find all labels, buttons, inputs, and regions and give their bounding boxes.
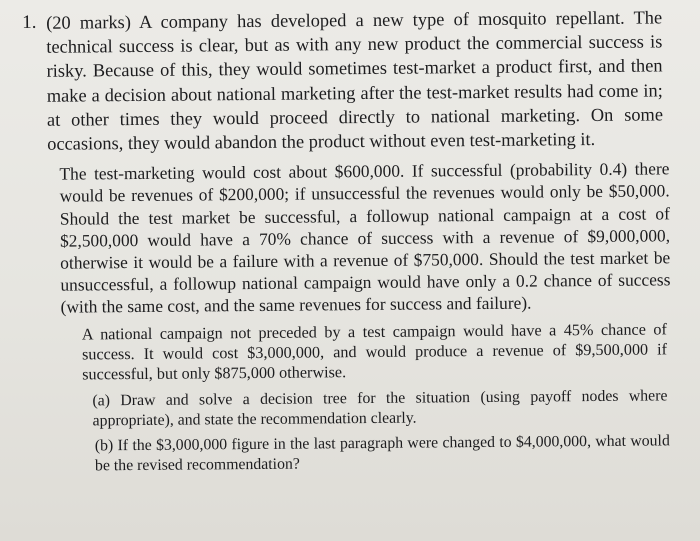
problem-1 (22, 0, 671, 477)
part-a-text: (a) Draw and solve a decision tree for the situation (using payoff nodes where appropriate), and state the recommendation clearly. (92, 387, 668, 430)
national-campaign-paragraph: A national campaign not preceded by a test campaign would have a 45% chance of success. It would cost $3,000,000, and would produce a revenue of $9,500,000 if successful, but only $875,000 otherwise. (81, 320, 668, 384)
part-b-text: (b) If the $3,000,000 figure in the last paragraph were changed to $4,000,000, what would be the revised recommendation? (94, 432, 670, 475)
test-marketing-paragraph: The test-marketing would cost about $600,000. If successful (probability 0.4) there would be revenues of $200,000; if unsuccessful the revenues would only be $50,000. Should the test market be successful, a followup national campaign at a cost of $2,500,000 would have a 70% chance of success with a revenue of $9,000,000, otherwise it would be a failure with a revenue of $750,000. Should the test market be unsuccessful, a followup national campaign would have only a 0.2 chance of success (with the same cost, and the same revenues for success and failure). (59, 158, 671, 318)
question-number: 1. (22, 11, 37, 33)
intro-paragraph: (20 marks) A company has developed a new type of mosquito repellant. The technical success is clear, but as with any new product the commercial success is risky. Because of this, they would sometimes test-market a product first, and then make a decision about national marketing after the test-market results had come in; at other times they would proceed directly to national marketing. On some occasions, they would abandon the product without even test-marketing it. (46, 7, 664, 154)
